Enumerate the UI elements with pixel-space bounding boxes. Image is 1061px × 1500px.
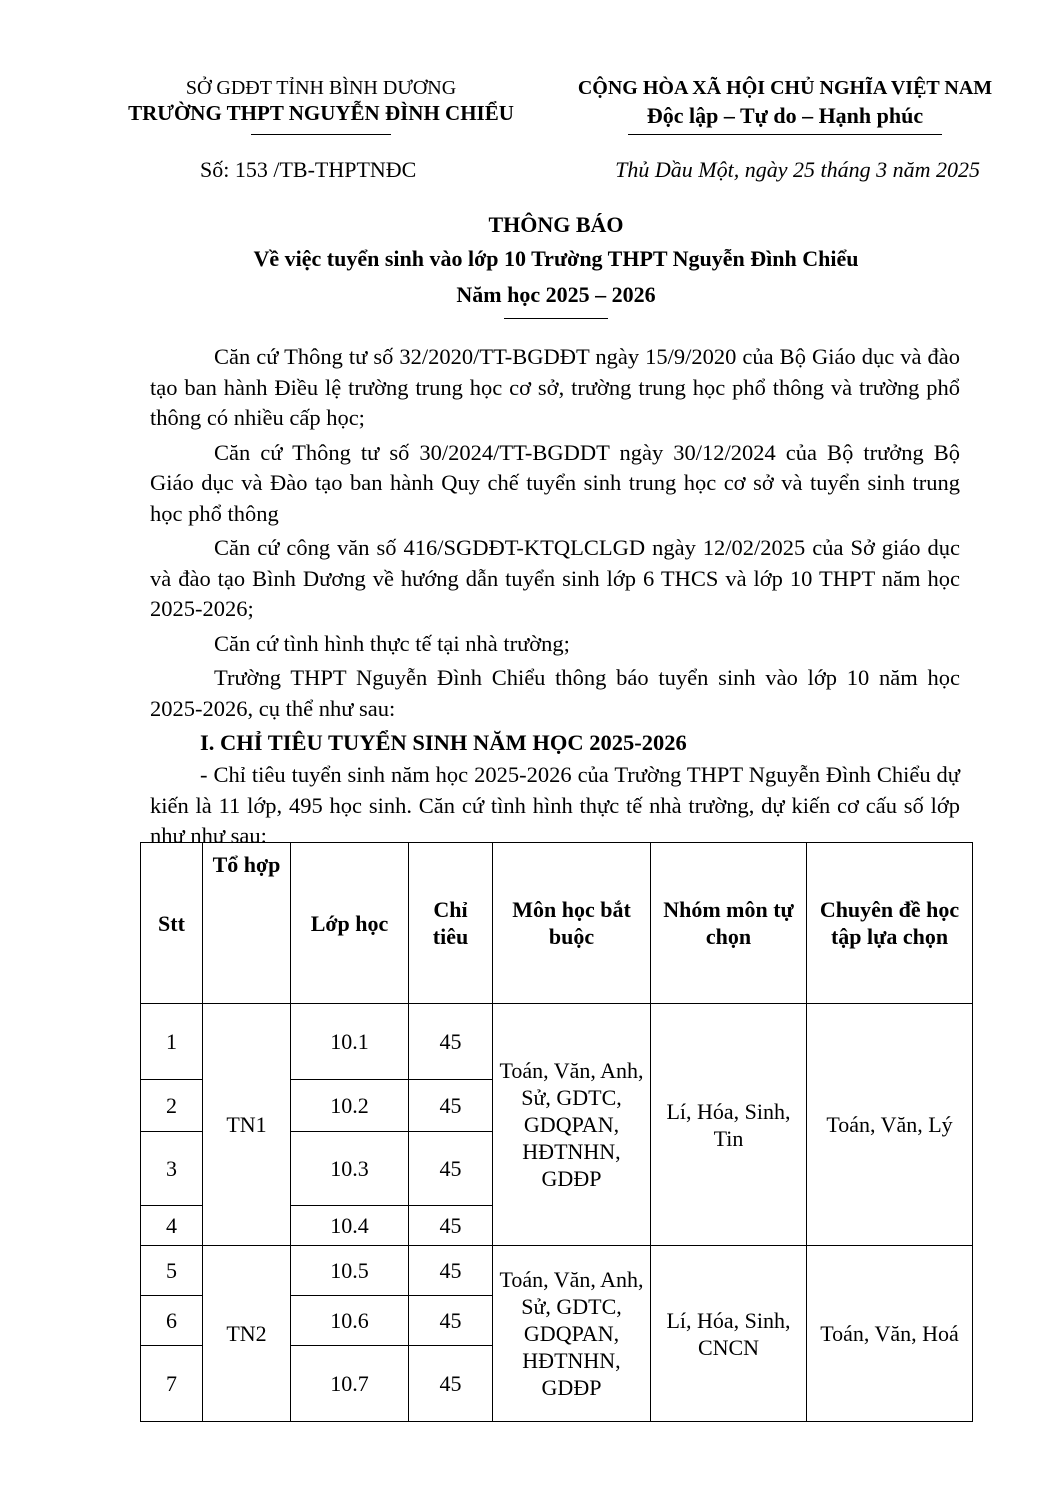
cell-required-subjects: Toán, Văn, Anh, Sử, GDTC, GDQPAN, HĐTNHN, GDĐP (493, 1004, 651, 1246)
department-name: SỞ GDĐT TỈNH BÌNH DƯƠNG (185, 77, 457, 99)
cell-class: 10.6 (291, 1296, 409, 1346)
cell-stt: 6 (141, 1296, 203, 1346)
national-motto: Độc lập – Tự do – Hạnh phúc (646, 103, 924, 128)
cell-quota: 45 (409, 1080, 493, 1132)
legal-basis-2: Căn cứ Thông tư số 30/2024/TT-BGDDT ngày 30/12/2024 của Bộ trưởng Bộ Giáo dục và Đào tạo ban hành Quy chế tuyển sinh trung học cơ sở và tuyển sinh trung học phổ thông (150, 439, 960, 526)
cell-study-topics: Toán, Văn, Hoá (807, 1246, 973, 1422)
header-study-topics: Chuyên đề học tập lựa chọn (807, 843, 973, 1004)
title-year: Năm học 2025 – 2026 (456, 282, 656, 307)
table-row (141, 1246, 973, 1296)
cell-stt: 3 (141, 1132, 203, 1206)
section-heading-1: I. CHỈ TIÊU TUYỂN SINH NĂM HỌC 2025-2026 (200, 730, 687, 755)
cell-stt: 5 (141, 1246, 203, 1296)
cell-quota: 45 (409, 1346, 493, 1422)
school-name: TRƯỜNG THPT NGUYỄN ĐÌNH CHIỂU (128, 101, 514, 125)
cell-class: 10.5 (291, 1246, 409, 1296)
document-title (140, 210, 972, 319)
document-body (150, 342, 960, 856)
motto-underline (628, 134, 942, 135)
header-required-subjects: Môn học bắt buộc (493, 843, 651, 1004)
cell-required-subjects: Toán, Văn, Anh, Sử, GDTC, GDQPAN, HĐTNHN, GDĐP (493, 1246, 651, 1422)
issuer-underline (251, 134, 391, 135)
header-quota: Chỉ tiêu (409, 843, 493, 1004)
cell-stt: 7 (141, 1346, 203, 1422)
document-number: Số: 153 /TB-THPTNĐC (200, 157, 417, 182)
header-combo: Tổ hợp (203, 843, 291, 1004)
cell-class: 10.7 (291, 1346, 409, 1422)
announcement: Trường THPT Nguyễn Đình Chiểu thông báo tuyển sinh vào lớp 10 năm học 2025-2026, cụ thể như sau: (150, 665, 960, 721)
title-underline (504, 318, 608, 319)
title-subject: Về việc tuyển sinh vào lớp 10 Trường THPT Nguyễn Đình Chiểu (253, 246, 859, 271)
cell-elective-group: Lí, Hóa, Sinh, Tin (651, 1004, 807, 1246)
table-row (141, 1004, 973, 1080)
cell-class: 10.1 (291, 1004, 409, 1080)
national-heading (555, 76, 1015, 135)
header-class: Lớp học (291, 843, 409, 1004)
cell-combo: TN1 (203, 1004, 291, 1246)
cell-stt: 4 (141, 1206, 203, 1246)
cell-class: 10.4 (291, 1206, 409, 1246)
cell-elective-group: Lí, Hóa, Sinh, CNCN (651, 1246, 807, 1422)
cell-class: 10.3 (291, 1132, 409, 1206)
cell-quota: 45 (409, 1004, 493, 1080)
place-date: Thủ Dầu Một, ngày 25 tháng 3 năm 2025 (615, 157, 980, 182)
issuer-block (105, 76, 537, 135)
title-main: THÔNG BÁO (488, 212, 624, 237)
table-header-row (141, 843, 973, 1004)
cell-combo: TN2 (203, 1246, 291, 1422)
cell-quota: 45 (409, 1296, 493, 1346)
cell-stt: 1 (141, 1004, 203, 1080)
header-elective-group: Nhóm môn tự chọn (651, 843, 807, 1004)
legal-basis-3: Căn cứ công văn số 416/SGDĐT-KTQLCLGD ngày 12/02/2025 của Sở giáo dục và đào tạo Bình Dương về hướng dẫn tuyển sinh lớp 6 THCS và lớp 10 THPT năm học 2025-2026; (150, 535, 960, 621)
legal-basis-4: Căn cứ tình hình thực tế tại nhà trường; (214, 630, 570, 656)
cell-quota: 45 (409, 1132, 493, 1206)
legal-basis-1: Căn cứ Thông tư số 32/2020/TT-BGDĐT ngày 15/9/2020 của Bộ Giáo dục và đào tạo ban hành Điều lệ trường trung học cơ sở, trường trung học phổ thông và trường phổ thông có nhiều cấp học; (150, 344, 960, 430)
enrollment-quota-table (140, 842, 973, 1422)
republic-name: CỘNG HÒA XÃ HỘI CHỦ NGHĨA VIỆT NAM (577, 77, 993, 99)
quota-paragraph: - Chỉ tiêu tuyển sinh năm học 2025-2026 của Trường THPT Nguyễn Đình Chiểu dự kiến là 11 lớp, 495 học sinh. Căn cứ tình hình thực tế nhà trường, dự kiến cơ cấu số lớp như như sau: (150, 762, 960, 848)
cell-study-topics: Toán, Văn, Lý (807, 1004, 973, 1246)
cell-stt: 2 (141, 1080, 203, 1132)
cell-quota: 45 (409, 1246, 493, 1296)
header-stt: Stt (141, 843, 203, 1004)
cell-class: 10.2 (291, 1080, 409, 1132)
cell-quota: 45 (409, 1206, 493, 1246)
